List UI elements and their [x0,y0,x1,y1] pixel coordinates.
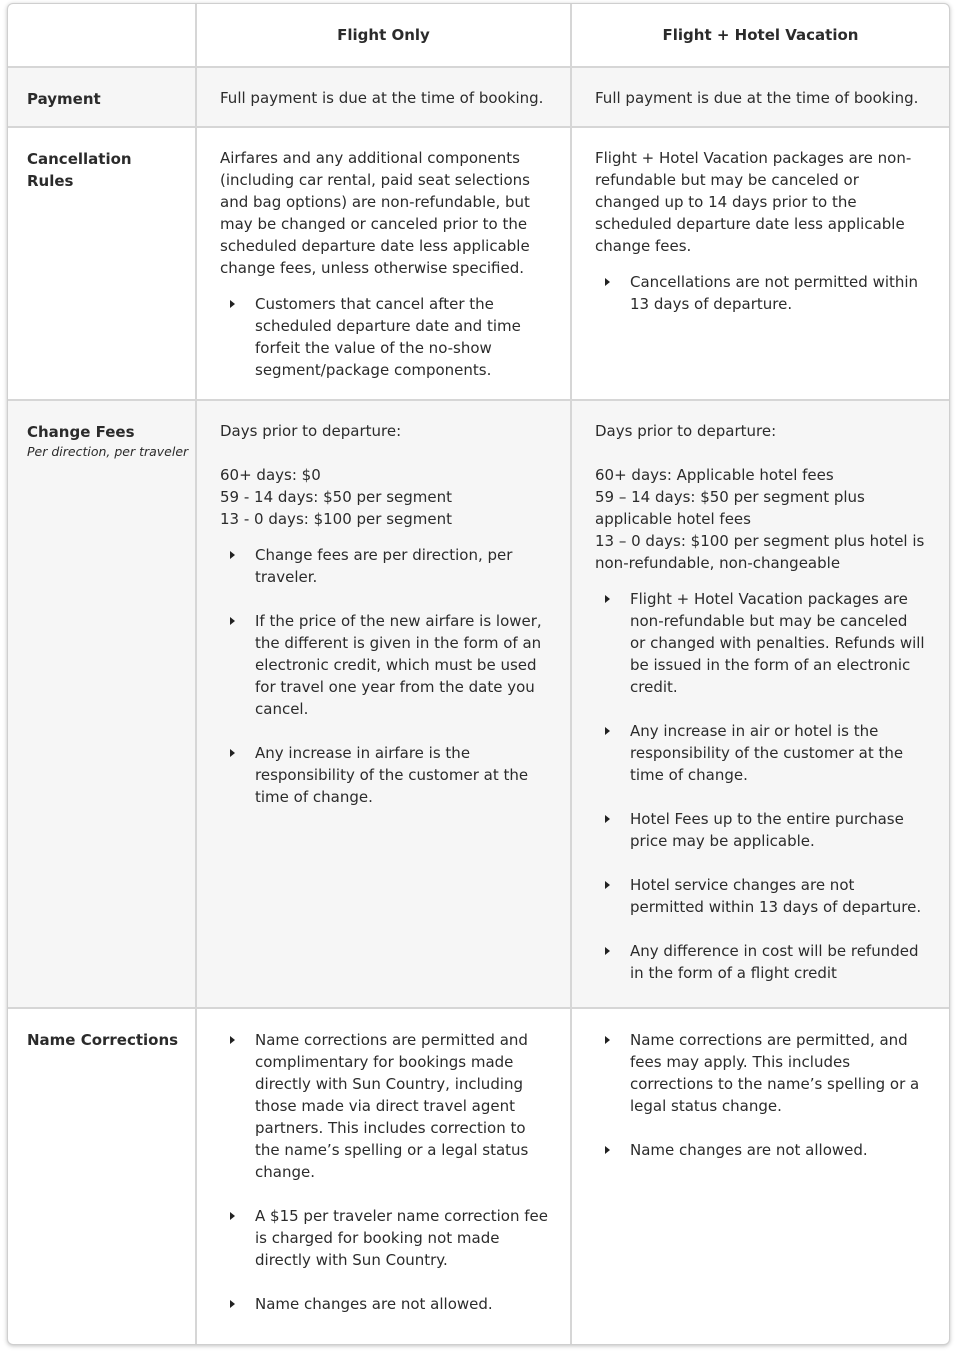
caret-right-icon [605,1036,610,1044]
list-item [220,610,548,720]
cancellation-flight-cell [197,128,572,399]
change-fees-vacation-intro: Days prior to departure: [595,422,777,440]
caret-right-icon [605,727,610,735]
change-fees-flight-list [220,544,548,808]
bullet-text: Change fees are per direction, per traveler. [255,546,513,586]
payment-vacation-text: Full payment is due at the time of booking. [572,68,949,126]
cancellation-flight-text: Airfares and any additional components (including car rental, paid seat selections and bag options) are non-refundable, but may be changed or canceled prior to the scheduled departure date less applicable change fees, unless otherwise specified. [220,149,530,277]
fee-line: 13 - 0 days: $100 per segment [220,510,452,528]
table-header-row [8,4,949,68]
caret-right-icon [605,815,610,823]
caret-right-icon [230,551,235,559]
list-item [595,808,927,852]
change-fees-row [8,401,949,1009]
bullet-text: A $15 per traveler name correction fee is charged for booking not made directly with Sun Country. [255,1207,548,1269]
change-fees-flight-intro: Days prior to departure: [220,422,402,440]
bullet-text: Flight + Hotel Vacation packages are non-refundable but may be canceled or changed with penalties. Refunds will be issued in the form of an electronic credit. [630,590,925,696]
list-item [220,742,548,808]
list-item [595,874,927,918]
bullet-text: Hotel Fees up to the entire purchase price may be applicable. [630,810,904,850]
payment-row [8,68,949,128]
caret-right-icon [230,1036,235,1044]
fee-line: 59 – 14 days: $50 per segment plus applicable hotel fees [595,488,865,528]
caret-right-icon [230,749,235,757]
cancellation-label [8,128,197,399]
caret-right-icon [605,278,610,286]
caret-right-icon [230,1212,235,1220]
comparison-table [7,3,950,1345]
bullet-text: Name corrections are permitted and complimentary for bookings made directly with Sun Country, including those made via direct travel agent partners. This includes correction to the name’s spelling or a legal status change. [255,1031,529,1181]
list-item [595,1139,927,1161]
name-corrections-row [8,1009,949,1344]
list-item [220,1293,548,1315]
name-corrections-label: Name Corrections [8,1009,197,1344]
name-corrections-flight-cell [197,1009,572,1344]
bullet-text: Any increase in air or hotel is the responsibility of the customer at the time of change. [630,722,904,784]
bullet-text: Any increase in airfare is the responsibility of the customer at the time of change. [255,744,529,806]
caret-right-icon [230,1300,235,1308]
caret-right-icon [230,300,235,308]
cancellation-label-line1: Cancellation [27,150,132,168]
caret-right-icon [605,947,610,955]
fee-line: 13 – 0 days: $100 per segment plus hotel is non-refundable, non-changeable [595,532,925,572]
bullet-text: Any difference in cost will be refunded in the form of a flight credit [630,942,919,982]
bullet-text: Name corrections are permitted, and fees may apply. This includes corrections to the name’s spelling or a legal status change. [630,1031,920,1115]
change-fees-vacation-list [595,588,927,984]
list-item [595,940,927,984]
caret-right-icon [230,617,235,625]
cancellation-vacation-text: Flight + Hotel Vacation packages are non-refundable but may be canceled or changed up to 14 days prior to the scheduled departure date less applicable change fees. [595,149,912,255]
list-item [220,293,548,381]
fee-line: 59 - 14 days: $50 per segment [220,488,452,506]
caret-right-icon [605,881,610,889]
bullet-text: Hotel service changes are not permitted within 13 days of departure. [630,876,922,916]
list-item [220,544,548,588]
header-flight-hotel: Flight + Hotel Vacation [662,26,859,44]
change-fees-vacation-cell [572,401,949,1007]
change-fees-sublabel: Per direction, per traveler [27,444,189,459]
name-corrections-vacation-list [595,1029,927,1161]
list-item [595,271,927,315]
list-item [220,1029,548,1183]
cancellation-label-line2: Rules [27,172,74,190]
fee-line: 60+ days: $0 [220,466,321,484]
name-corrections-vacation-cell [572,1009,949,1344]
bullet-text: Name changes are not allowed. [630,1141,868,1159]
cancellation-vacation-cell [572,128,949,399]
list-item [220,1205,548,1271]
bullet-text: If the price of the new airfare is lower, the different is given in the form of an electronic credit, which must be used for travel one year from the date you cancel. [255,612,542,718]
cancellation-row [8,128,949,401]
payment-flight-text: Full payment is due at the time of booking. [197,68,572,126]
bullet-text: Customers that cancel after the scheduled departure date and time forfeit the value of the no-show segment/package components. [255,295,521,379]
cancellation-vacation-list [595,271,927,315]
change-fees-title: Change Fees [27,423,135,441]
payment-label: Payment [8,68,197,126]
change-fees-flight-cell [197,401,572,1007]
cancellation-flight-list [220,293,548,381]
fee-line: 60+ days: Applicable hotel fees [595,466,834,484]
header-flight-only: Flight Only [197,4,572,66]
bullet-text: Name changes are not allowed. [255,1295,493,1313]
bullet-text: Cancellations are not permitted within 13 days of departure. [630,273,919,313]
change-fees-label [8,401,197,1007]
caret-right-icon [605,1146,610,1154]
list-item [595,720,927,786]
caret-right-icon [605,595,610,603]
list-item [595,588,927,698]
list-item [595,1029,927,1117]
name-corrections-flight-list [220,1029,548,1315]
header-empty-cell [8,4,197,66]
